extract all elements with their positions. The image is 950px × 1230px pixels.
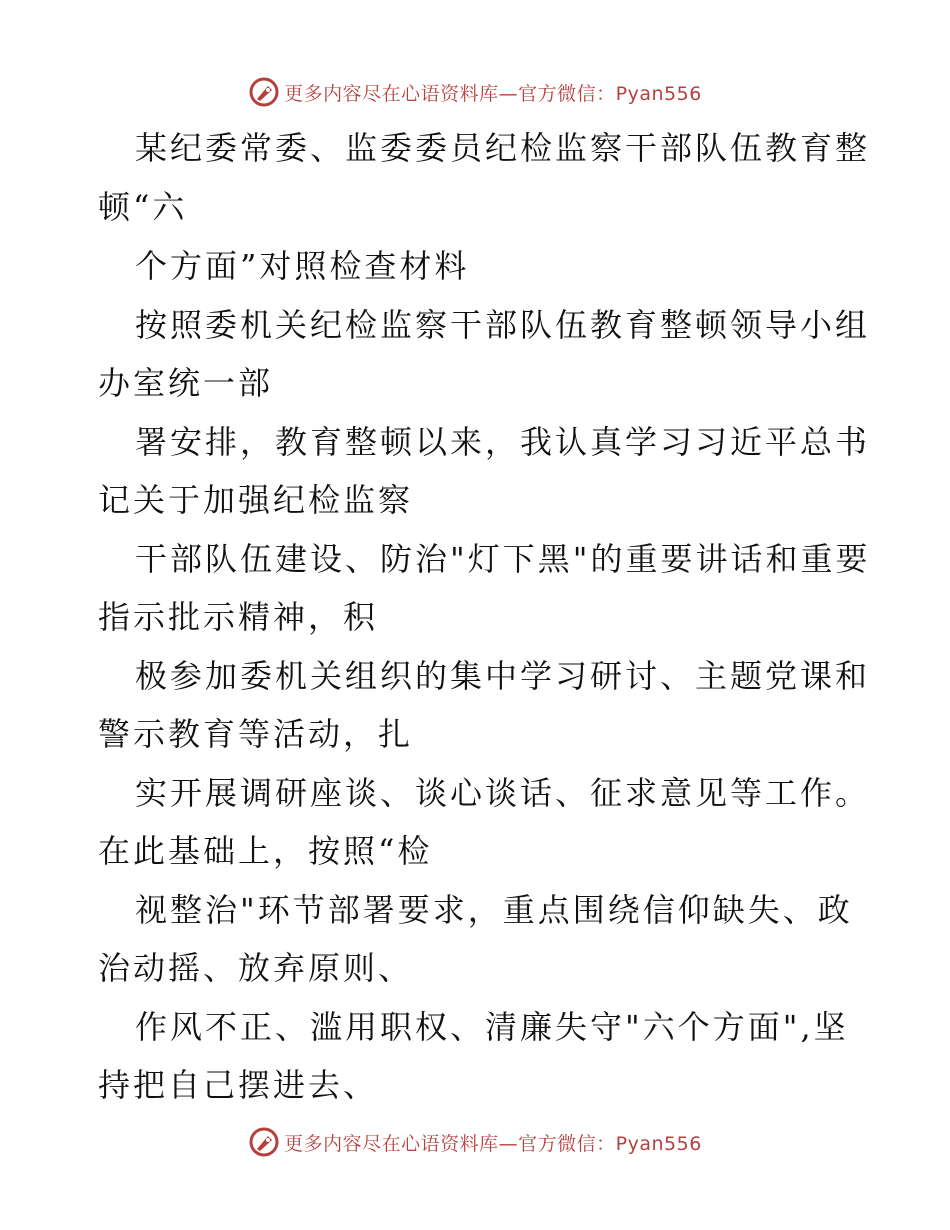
- doc-line: 个方面”对照检查材料: [135, 247, 470, 285]
- doc-line: 某纪委常委、监委委员纪检监察干部队伍教育整: [135, 129, 871, 167]
- doc-line: 记关于加强纪检监察: [98, 481, 414, 519]
- doc-line: 顿“六: [98, 188, 188, 226]
- doc-line: 署安排，教育整顿以来，我认真学习习近平总书: [135, 423, 871, 461]
- doc-line: 干部队伍建设、防治"灯下黑"的重要讲话和重要: [135, 540, 871, 578]
- footer-watermark-banner: [0, 1122, 950, 1162]
- doc-line: 持把自己摆进去、: [98, 1066, 379, 1104]
- doc-line: 警示教育等活动，扎: [98, 715, 414, 753]
- doc-line: 办室统一部: [98, 364, 274, 402]
- doc-line: 按照委机关纪检监察干部队伍教育整顿领导小组: [135, 306, 871, 344]
- doc-line: 极参加委机关组织的集中学习研讨、主题党课和: [135, 657, 871, 695]
- watermark-text: 更多内容尽在心语资料库—官方微信：Pyan556: [284, 82, 702, 105]
- pen-nib-logo-icon: [248, 1126, 280, 1158]
- doc-line: 视整治"环节部署要求，重点围绕信仰缺失、政: [135, 891, 853, 929]
- doc-line: 在此基础上，按照“检: [98, 832, 433, 870]
- doc-line: 治动摇、放弃原则、: [98, 949, 414, 987]
- doc-line: 作风不正、滥用职权、清廉失守"六个方面",坚: [135, 1008, 849, 1046]
- watermark-text: 更多内容尽在心语资料库—官方微信：Pyan556: [284, 1132, 702, 1155]
- doc-line: 实开展调研座谈、谈心谈话、征求意见等工作。: [135, 774, 871, 812]
- doc-line: 指示批示精神，积: [98, 598, 379, 636]
